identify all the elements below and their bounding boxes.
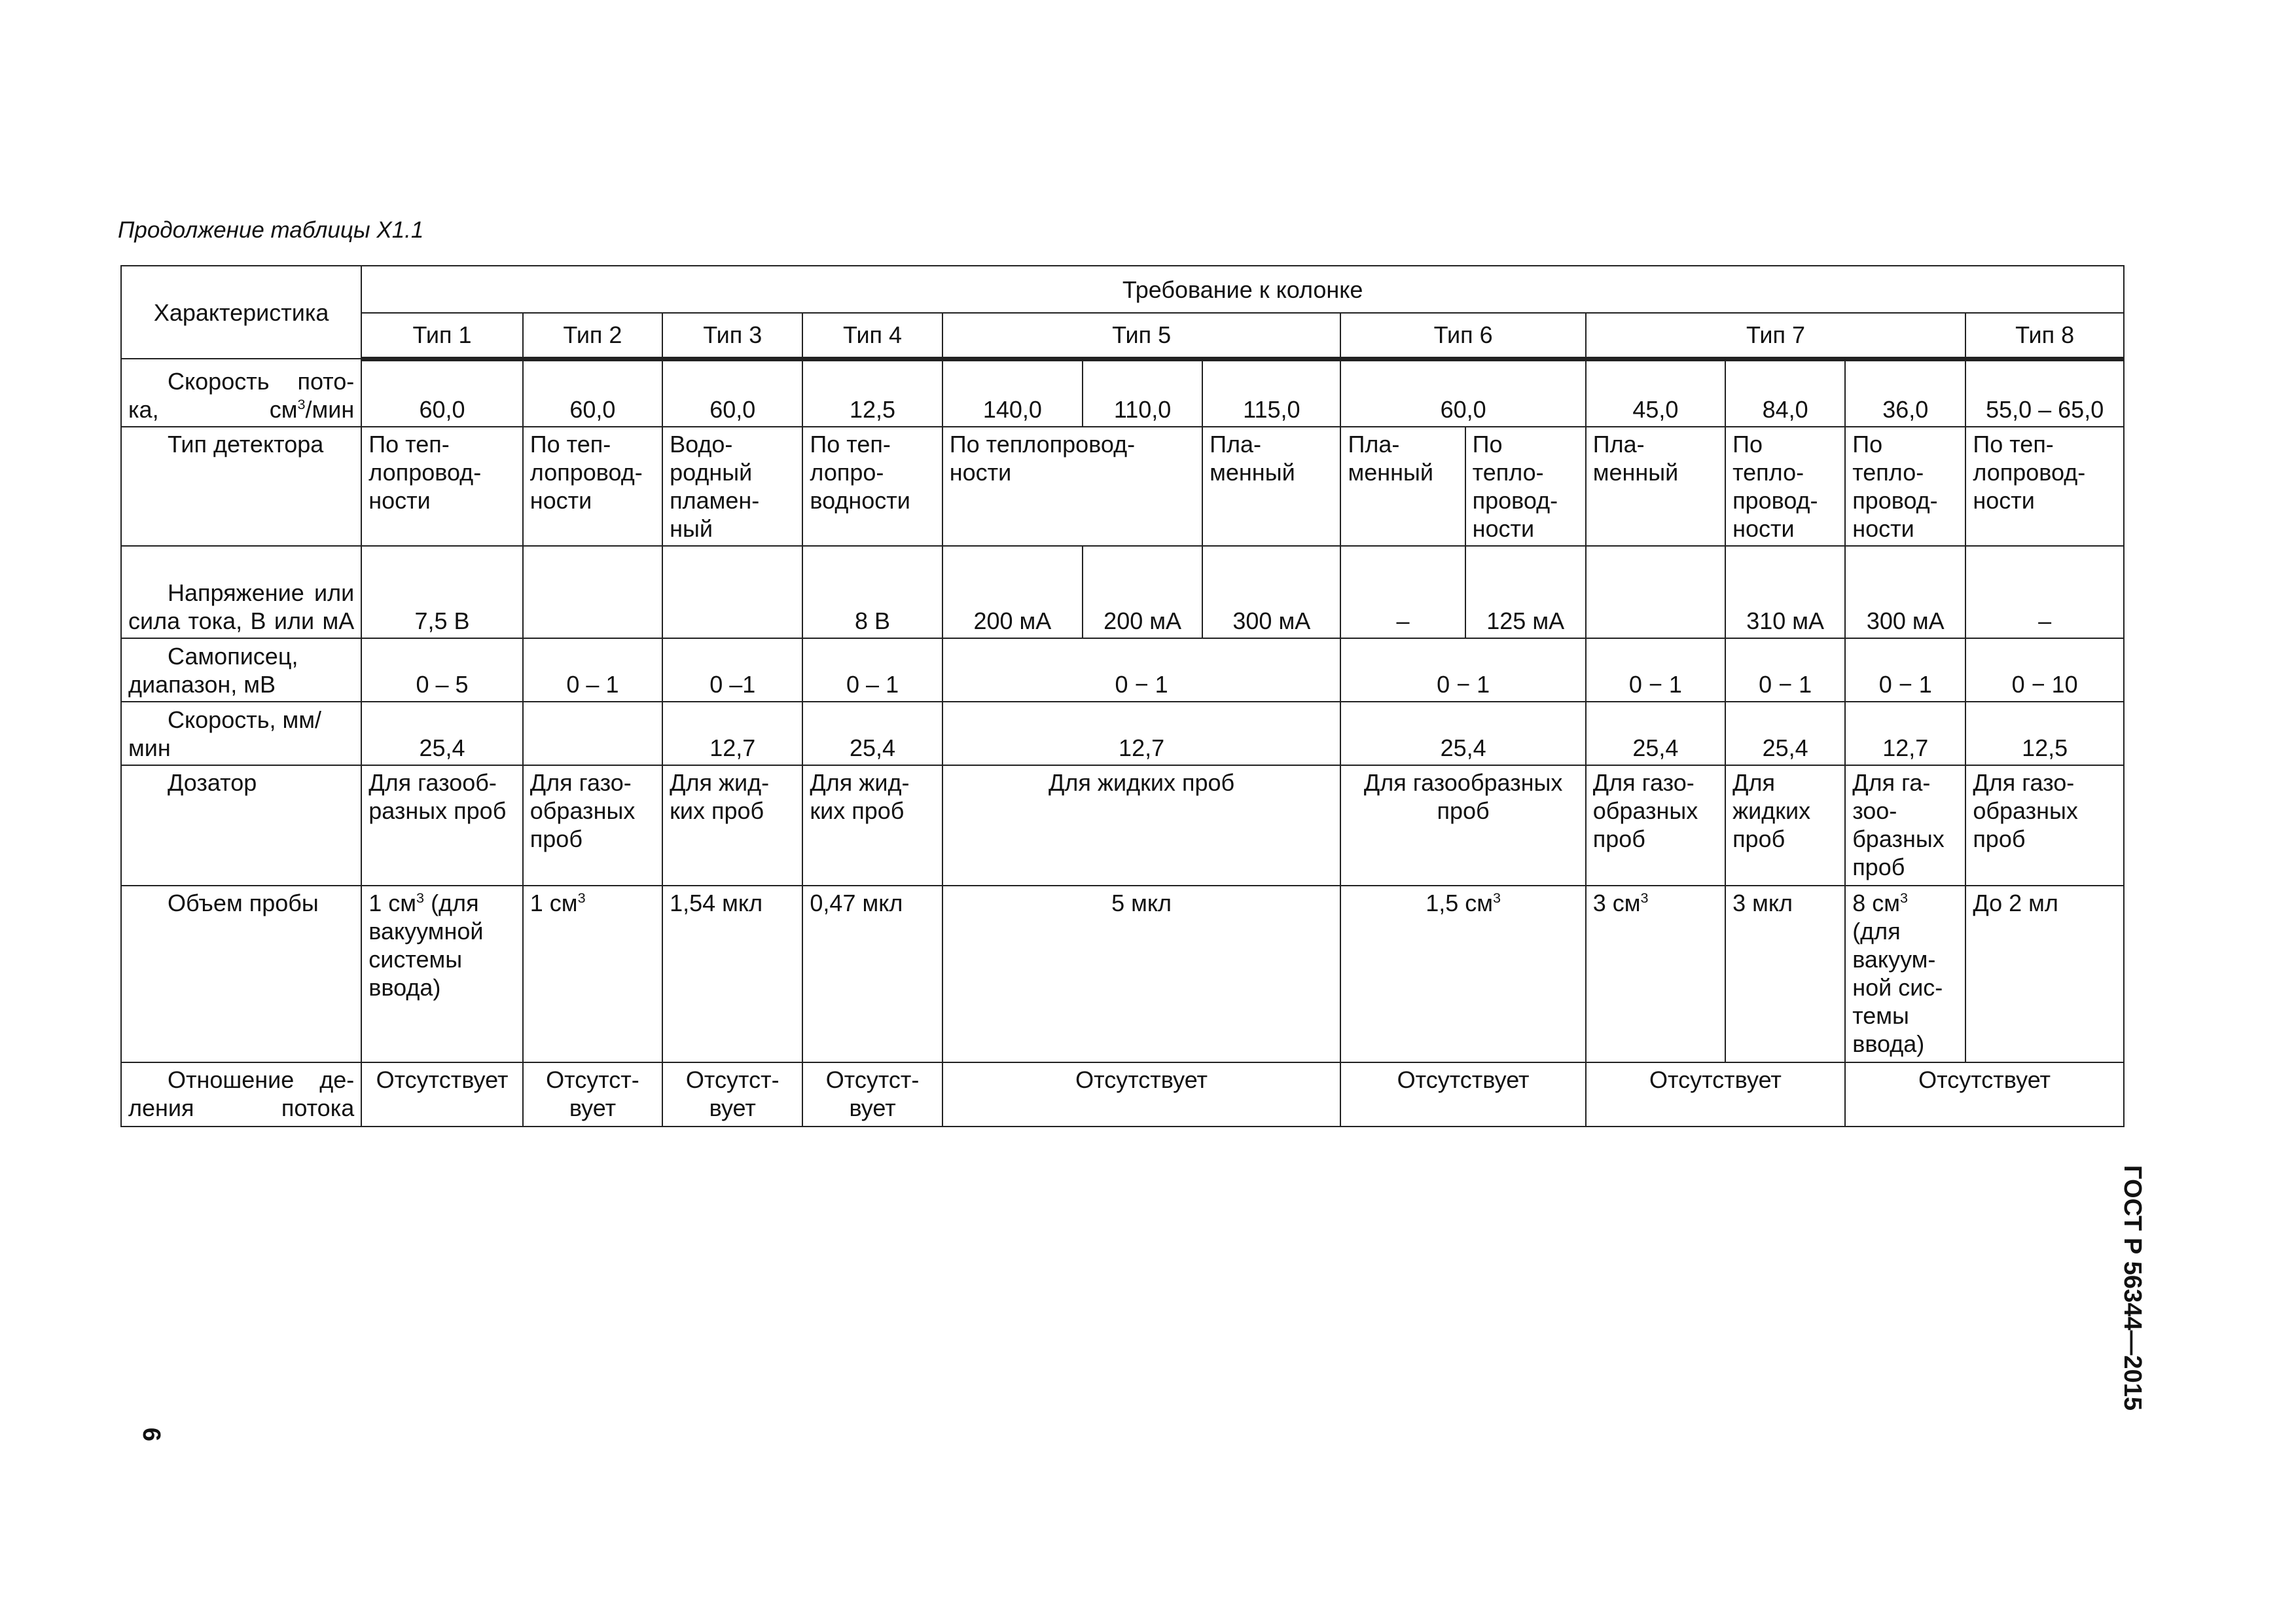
dosator-type-7a: Для газо-образных проб <box>1586 765 1725 886</box>
detector-type-6b: По тепло-провод-ности <box>1465 427 1586 546</box>
speed-type-7a: 25,4 <box>1586 702 1725 765</box>
recorder-type-2: 0 – 1 <box>523 638 662 702</box>
table-row-flow <box>121 359 2124 427</box>
recorder-type-7a: 0 − 1 <box>1586 638 1725 702</box>
voltage-type-7c: 300 мА <box>1845 546 1965 638</box>
spec-table <box>120 265 2125 1127</box>
header-requirement: Требование к колонке <box>361 266 2124 313</box>
speed-type-5: 12,7 <box>942 702 1341 765</box>
header-type-1: Тип 1 <box>361 313 523 359</box>
recorder-type-8: 0 − 10 <box>1965 638 2124 702</box>
split-type-4: Отсутст-вует <box>802 1062 942 1127</box>
voltage-type-7b: 310 мА <box>1725 546 1845 638</box>
speed-type-1: 25,4 <box>361 702 523 765</box>
dosator-type-4: Для жид-ких проб <box>802 765 942 886</box>
row-label-voltage: Напряжение или сила тока, В или мА <box>121 546 361 638</box>
volume-type-5: 5 мкл <box>942 886 1341 1062</box>
dosator-type-8: Для газо-образных проб <box>1965 765 2124 886</box>
detector-type-8: По теп-лопровод-ности <box>1965 427 2124 546</box>
header-type-5: Тип 5 <box>942 313 1341 359</box>
flow-type-1: 60,0 <box>361 359 523 427</box>
voltage-type-7a <box>1586 546 1725 638</box>
flow-type-5a: 140,0 <box>942 359 1083 427</box>
detector-type-4: По теп-лопро-водности <box>802 427 942 546</box>
recorder-type-7c: 0 − 1 <box>1845 638 1965 702</box>
speed-type-2 <box>523 702 662 765</box>
voltage-type-1: 7,5 В <box>361 546 523 638</box>
row-label-detector: Тип детектора <box>121 427 361 546</box>
volume-type-7a: 3 $см^3$ <box>1586 886 1725 1062</box>
recorder-type-4: 0 – 1 <box>802 638 942 702</box>
table-row-recorder <box>121 638 2124 702</box>
split-type-7ab: Отсутствует <box>1586 1062 1845 1127</box>
flow-type-4: 12,5 <box>802 359 942 427</box>
volume-type-7b: 3 мкл <box>1725 886 1845 1062</box>
recorder-type-3: 0 –1 <box>662 638 802 702</box>
speed-type-6: 25,4 <box>1340 702 1585 765</box>
detector-type-5c: Пла-менный <box>1202 427 1340 546</box>
page-number: 6 <box>137 1427 166 1442</box>
header-type-2: Тип 2 <box>523 313 662 359</box>
flow-type-5c: 115,0 <box>1202 359 1340 427</box>
speed-type-7c: 12,7 <box>1845 702 1965 765</box>
voltage-type-6b: 125 мА <box>1465 546 1586 638</box>
voltage-type-6a: – <box>1340 546 1465 638</box>
volume-type-6: 1,5 $см^3$ <box>1340 886 1585 1062</box>
table-caption: Продолжение таблицы Х1.1 <box>118 217 424 243</box>
voltage-type-5b: 200 мА <box>1083 546 1202 638</box>
row-label-dosator: Дозатор <box>121 765 361 886</box>
flow-type-7b: 84,0 <box>1725 359 1845 427</box>
detector-type-6a: Пла-менный <box>1340 427 1465 546</box>
table-row-voltage <box>121 546 2124 638</box>
header-type-6: Тип 6 <box>1340 313 1585 359</box>
flow-type-7a: 45,0 <box>1586 359 1725 427</box>
dosator-type-7b: Для жидких проб <box>1725 765 1845 886</box>
recorder-type-7b: 0 − 1 <box>1725 638 1845 702</box>
voltage-type-8: – <box>1965 546 2124 638</box>
flow-type-8: 55,0 – 65,0 <box>1965 359 2124 427</box>
voltage-type-2 <box>523 546 662 638</box>
recorder-type-6: 0 − 1 <box>1340 638 1585 702</box>
header-type-3: Тип 3 <box>662 313 802 359</box>
dosator-type-6: Для газообразных проб <box>1340 765 1585 886</box>
volume-type-3: 1,54 мкл <box>662 886 802 1062</box>
split-type-5: Отсутствует <box>942 1062 1341 1127</box>
dosator-type-3: Для жид-ких проб <box>662 765 802 886</box>
detector-type-1: По теп-лопровод-ности <box>361 427 523 546</box>
detector-type-2: По теп-лопровод-ности <box>523 427 662 546</box>
table-row-volume <box>121 886 2124 1062</box>
row-label-flow: Скорость пото-ка, $см^3$/мин <box>121 359 361 427</box>
header-type-8: Тип 8 <box>1965 313 2124 359</box>
speed-type-7b: 25,4 <box>1725 702 1845 765</box>
volume-type-2: 1 $см^3$ <box>523 886 662 1062</box>
detector-type-3: Водо-родный пламен-ный <box>662 427 802 546</box>
flow-type-3: 60,0 <box>662 359 802 427</box>
voltage-type-3 <box>662 546 802 638</box>
volume-type-8: До 2 мл <box>1965 886 2124 1062</box>
flow-type-6: 60,0 <box>1340 359 1585 427</box>
voltage-type-5c: 300 мА <box>1202 546 1340 638</box>
speed-type-4: 25,4 <box>802 702 942 765</box>
detector-type-7b: По тепло-провод-ности <box>1725 427 1845 546</box>
voltage-type-5a: 200 мА <box>942 546 1083 638</box>
dosator-type-1: Для газооб-разных проб <box>361 765 523 886</box>
row-label-volume: Объем пробы <box>121 886 361 1062</box>
recorder-type-5: 0 − 1 <box>942 638 1341 702</box>
split-type-2: Отсутст-вует <box>523 1062 662 1127</box>
split-type-6: Отсутствует <box>1340 1062 1585 1127</box>
voltage-type-4: 8 В <box>802 546 942 638</box>
row-label-split: Отношение де-ления потока <box>121 1062 361 1127</box>
split-type-1: Отсутствует <box>361 1062 523 1127</box>
dosator-type-5: Для жидких проб <box>942 765 1341 886</box>
row-label-speed: Скорость, мм/мин <box>121 702 361 765</box>
flow-type-5b: 110,0 <box>1083 359 1202 427</box>
flow-type-2: 60,0 <box>523 359 662 427</box>
flow-type-7c: 36,0 <box>1845 359 1965 427</box>
table-row-speed <box>121 702 2124 765</box>
detector-type-5ab: По теплопровод-ности <box>942 427 1202 546</box>
header-type-4: Тип 4 <box>802 313 942 359</box>
dosator-type-2: Для газо-образных проб <box>523 765 662 886</box>
speed-type-8: 12,5 <box>1965 702 2124 765</box>
table-row-split <box>121 1062 2124 1127</box>
header-characteristic: Характеристика <box>121 266 361 359</box>
split-type-3: Отсутст-вует <box>662 1062 802 1127</box>
detector-type-7c: По тепло-провод-ности <box>1845 427 1965 546</box>
dosator-type-7c: Для га-зоо-бразных проб <box>1845 765 1965 886</box>
row-label-recorder: Самописец, диапазон, мВ <box>121 638 361 702</box>
volume-type-1: 1 $см^3$ (для вакуумной системы ввода) <box>361 886 523 1062</box>
recorder-type-1: 0 – 5 <box>361 638 523 702</box>
split-type-7c-8: Отсутствует <box>1845 1062 2124 1127</box>
table-row-dosator <box>121 765 2124 886</box>
volume-type-4: 0,47 мкл <box>802 886 942 1062</box>
table-row-detector <box>121 427 2124 546</box>
detector-type-7a: Пла-менный <box>1586 427 1725 546</box>
header-type-7: Тип 7 <box>1586 313 1966 359</box>
volume-type-7c: 8 $см^3$ (для вакуум-ной сис-темы ввода) <box>1845 886 1965 1062</box>
standard-title: ГОСТ Р 56344—2015 <box>2119 1165 2146 1411</box>
speed-type-3: 12,7 <box>662 702 802 765</box>
